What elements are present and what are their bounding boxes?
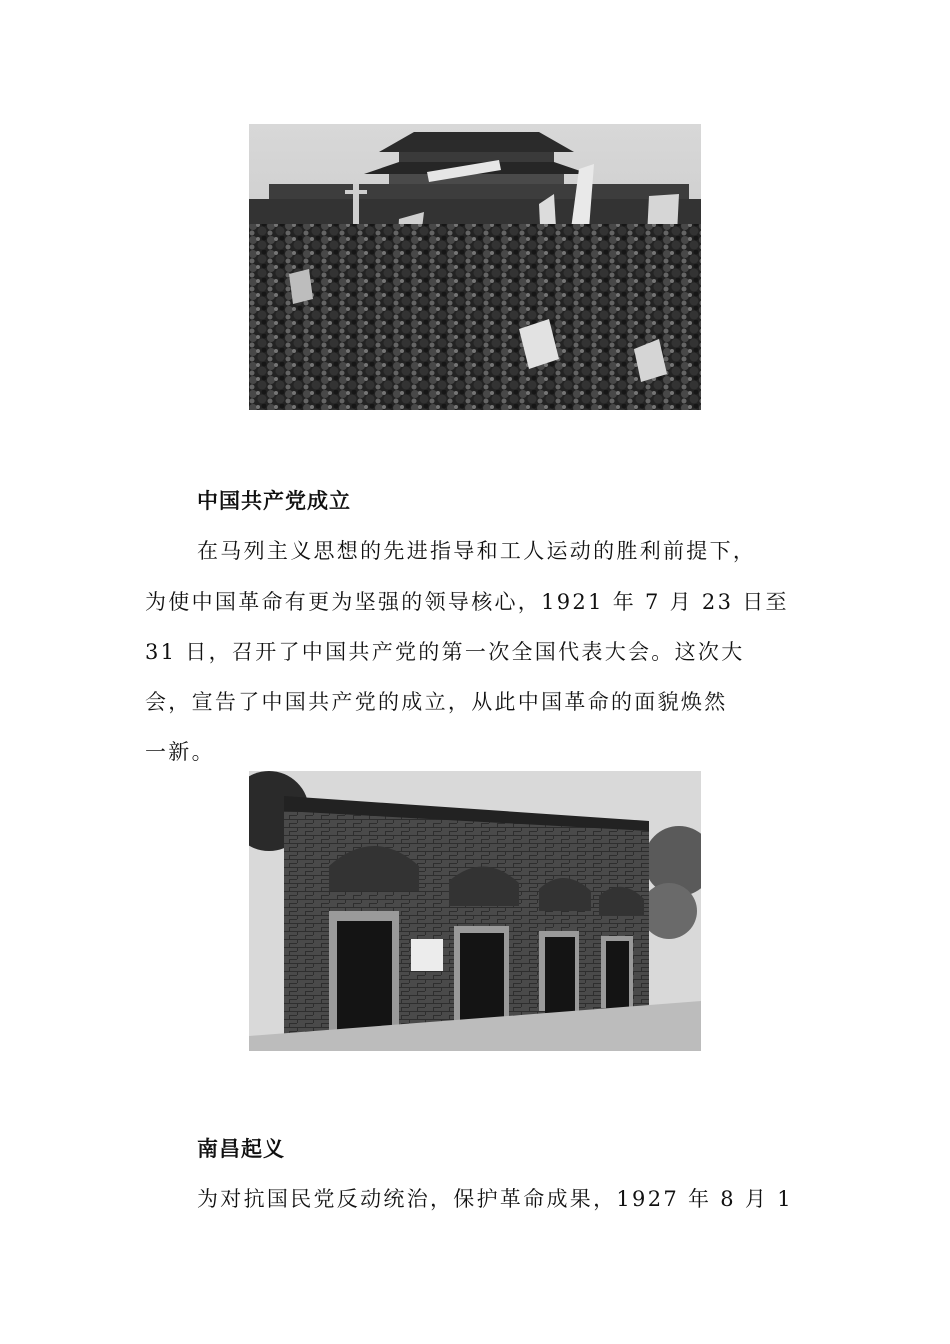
paragraph-line: 为使中国革命有更为坚强的领导核心，1921 年 7 月 23 日至 <box>145 590 789 614</box>
paragraph-line: 为对抗国民党反动统治，保护革命成果，1927 年 8 月 1 <box>197 1187 793 1211</box>
photo-crowd-tiananmen <box>249 124 701 410</box>
photo-congress-building <box>249 771 701 1051</box>
paragraph-line: 会，宣告了中国共产党的成立，从此中国革命的面貌焕然 <box>145 690 728 714</box>
building-photo-illustration <box>249 771 701 1051</box>
section-heading-nanchang-uprising: 南昌起义 <box>197 1136 285 1161</box>
crowd-photo-illustration <box>249 124 701 410</box>
paragraph-line: 一新。 <box>145 740 215 764</box>
paragraph-line: 在马列主义思想的先进指导和工人运动的胜利前提下， <box>197 539 757 563</box>
section-heading-ccp-founding: 中国共产党成立 <box>197 488 351 513</box>
paragraph-line: 31 日，召开了中国共产党的第一次全国代表大会。这次大 <box>145 640 745 664</box>
